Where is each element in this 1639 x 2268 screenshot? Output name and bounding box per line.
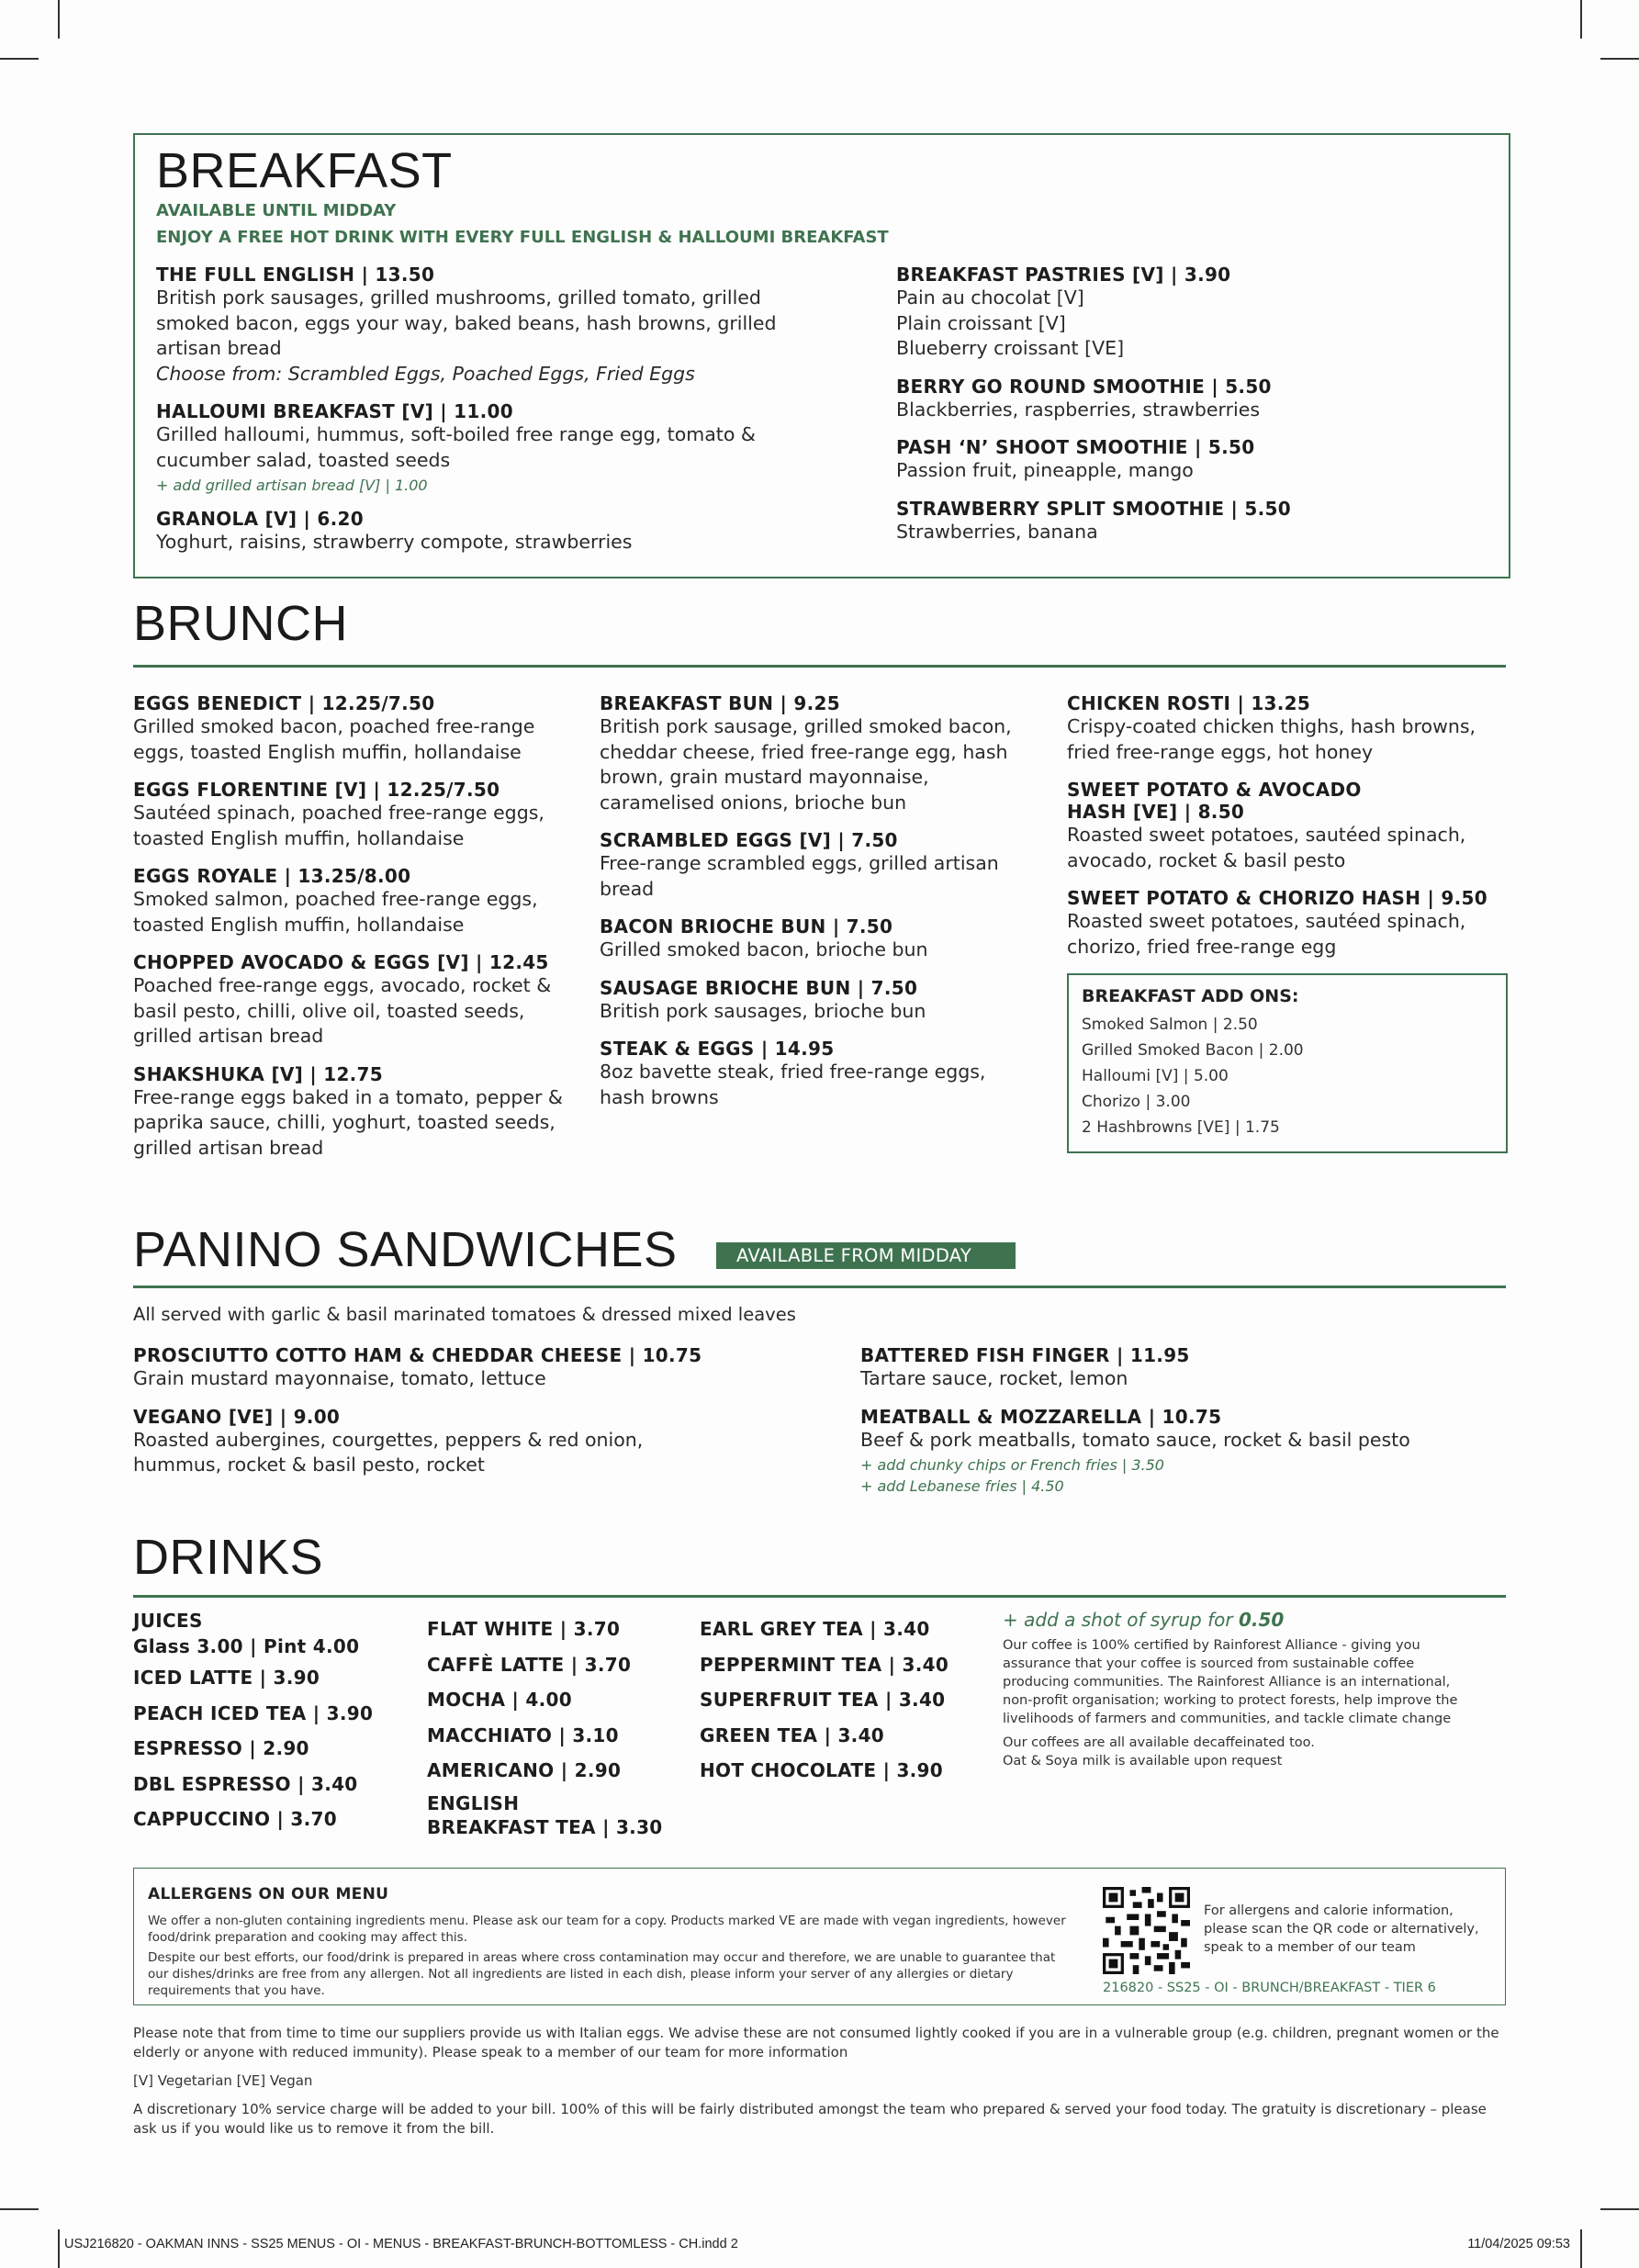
item-description: British pork sausage, grilled smoked bacon, cheddar cheese, fried free-range egg, hash brown, grain mustard mayonnaise, caramelised onions, brioche bun <box>600 715 1012 814</box>
menu-item <box>156 264 836 387</box>
breakfast-offer: ENJOY A FREE HOT DRINK WITH EVERY FULL ENGLISH & HALLOUMI BREAKFAST <box>156 228 889 247</box>
item-line: Pain au chocolat [V] <box>896 286 1084 309</box>
menu-item <box>600 829 1031 902</box>
breakfast-right-column <box>896 264 1465 558</box>
menu-item <box>156 508 836 556</box>
item-description: 8oz bavette steak, fried free-range eggs, hash browns <box>600 1061 986 1108</box>
drink-line: PEPPERMINT TEA | 3.40 <box>700 1653 949 1676</box>
item-description: British pork sausages, brioche bun <box>600 999 926 1022</box>
drink-line: JUICES <box>133 1610 203 1632</box>
item-title: SCRAMBLED EGGS [V] | 7.50 <box>600 829 898 851</box>
addon-line: Chorizo | 3.00 <box>1082 1093 1191 1111</box>
item-addon: + add grilled artisan bread [V] | 1.00 <box>156 477 428 494</box>
item-title: CHICKEN ROSTI | 13.25 <box>1067 692 1311 714</box>
menu-item <box>133 1406 813 1478</box>
menu-item <box>133 1344 813 1392</box>
footnote: A discretionary 10% service charge will be added to your bill. 100% of this will be fairly distributed amongst the team who prepared & served your food today. The gratuity is discretionary – please ask us if you would like us to remove it from the bill. <box>133 2101 1487 2137</box>
item-description: Beef & pork meatballs, tomato sauce, rocket & basil pesto <box>860 1428 1410 1451</box>
menu-item <box>896 376 1465 423</box>
menu-item <box>896 436 1465 484</box>
footnotes <box>133 2024 1506 2148</box>
item-title: BERRY GO ROUND SMOOTHIE | 5.50 <box>896 375 1272 398</box>
menu-item <box>1067 779 1508 873</box>
drink-line: FLAT WHITE | 3.70 <box>427 1618 621 1640</box>
item-line: Strawberries, banana <box>896 520 1098 543</box>
drink-line: GREEN TEA | 3.40 <box>700 1723 885 1746</box>
drinks-column-1 <box>133 1609 409 1837</box>
section-divider <box>133 665 1506 668</box>
drink-line: MACCHIATO | 3.10 <box>427 1723 619 1746</box>
panino-column-1 <box>133 1344 813 1492</box>
crop-mark <box>1600 58 1639 60</box>
menu-item <box>860 1406 1503 1496</box>
brunch-column-2 <box>600 692 1031 1124</box>
drinks-title: DRINKS <box>133 1530 324 1585</box>
print-date: 11/04/2025 09:53 <box>1467 2237 1570 2251</box>
item-note: Choose from: Scrambled Eggs, Poached Eggs, Fried Eggs <box>156 362 695 385</box>
menu-item <box>860 1344 1503 1392</box>
brunch-column-3 <box>1067 692 1508 1153</box>
qr-instructions: For allergens and calorie information, please scan the QR code or alternatively, speak to a member of our team <box>1204 1903 1479 1955</box>
item-title: SWEET POTATO & CHORIZO HASH | 9.50 <box>1067 887 1487 909</box>
breakfast-addons-box <box>1067 973 1508 1153</box>
drink-line: ICED LATTE | 3.90 <box>133 1667 320 1689</box>
addon-line: Grilled Smoked Bacon | 2.00 <box>1082 1041 1304 1060</box>
item-description: Roasted sweet potatoes, sautéed spinach, chorizo, fried free-range egg <box>1067 910 1466 958</box>
item-title: SWEET POTATO & AVOCADO HASH [VE] | 8.50 <box>1067 779 1362 823</box>
drink-line: AMERICANO | 2.90 <box>427 1759 622 1781</box>
milk-note: Oat & Soya milk is available upon request <box>1003 1754 1283 1768</box>
drink-line: MOCHA | 4.00 <box>427 1689 572 1711</box>
drink-line: DBL ESPRESSO | 3.40 <box>133 1772 358 1795</box>
crop-mark <box>1580 0 1582 39</box>
item-title: BACON BRIOCHE BUN | 7.50 <box>600 915 893 938</box>
item-title: MEATBALL & MOZZARELLA | 10.75 <box>860 1405 1222 1428</box>
item-addon: + add Lebanese fries | 4.50 <box>860 1477 1064 1495</box>
menu-item <box>896 498 1465 545</box>
item-title: PASH ‘N’ SHOOT SMOOTHIE | 5.50 <box>896 436 1255 458</box>
panino-column-2 <box>860 1344 1503 1509</box>
panino-note: All served with garlic & basil marinated tomatoes & dressed mixed leaves <box>133 1304 796 1325</box>
brunch-column-1 <box>133 692 565 1174</box>
crop-mark <box>0 2208 39 2210</box>
item-line: Plain croissant [V] <box>896 311 1066 334</box>
item-title: SAUSAGE BRIOCHE BUN | 7.50 <box>600 976 918 999</box>
item-line: Blackberries, raspberries, strawberries <box>896 398 1261 421</box>
item-title: GRANOLA [V] | 6.20 <box>156 508 364 530</box>
item-title: EGGS ROYALE | 13.25/8.00 <box>133 865 411 887</box>
crop-mark <box>58 2229 60 2268</box>
drinks-column-2 <box>427 1611 693 1840</box>
addon-line: Smoked Salmon | 2.50 <box>1082 1016 1258 1034</box>
item-title: SHAKSHUKA [V] | 12.75 <box>133 1062 383 1085</box>
item-title: STEAK & EGGS | 14.95 <box>600 1038 835 1060</box>
allergens-paragraph: We offer a non-gluten containing ingredients menu. Please ask our team for a copy. Products marked VE are made with vegan ingredients, however food/drink preparation and cooking may affect this. <box>148 1914 1066 1945</box>
drink-line: ESPRESSO | 2.90 <box>133 1737 309 1759</box>
footnote: [V] Vegetarian [VE] Vegan <box>133 2072 313 2089</box>
addons-title: BREAKFAST ADD ONS: <box>1082 986 1299 1006</box>
menu-item <box>600 977 1031 1025</box>
allergens-paragraph: Despite our best efforts, our food/drink is prepared in areas where cross contamination may occur and therefore, we are unable to guarantee that our dishes/drinks are free from any allergen. Not all ingredients are listed in each dish, please inform your server of any allergies or dietary requirements that you have. <box>148 1950 1056 1998</box>
item-title: BATTERED FISH FINGER | 11.95 <box>860 1344 1190 1366</box>
item-description: British pork sausages, grilled mushrooms, grilled tomato, grilled smoked bacon, eggs your way, baked beans, hash browns, grilled artisan bread <box>156 286 777 359</box>
item-description: Tartare sauce, rocket, lemon <box>860 1367 1128 1389</box>
crop-mark <box>1600 2208 1639 2210</box>
item-title: BREAKFAST BUN | 9.25 <box>600 692 840 714</box>
item-title: VEGANO [VE] | 9.00 <box>133 1405 341 1428</box>
item-title: PROSCIUTTO COTTO HAM & CHEDDAR CHEESE | 10.75 <box>133 1344 702 1366</box>
crop-mark <box>0 58 39 60</box>
section-divider <box>133 1286 1506 1288</box>
item-description: Sautéed spinach, poached free-range eggs, toasted English muffin, hollandaise <box>133 802 544 849</box>
item-title: HALLOUMI BREAKFAST [V] | 11.00 <box>156 400 513 422</box>
syrup-price: 0.50 <box>1238 1609 1285 1631</box>
drink-line: SUPERFRUIT TEA | 3.40 <box>700 1689 946 1711</box>
syrup-label: + add a shot of syrup for <box>1003 1609 1233 1631</box>
item-line: Blueberry croissant [VE] <box>896 337 1125 359</box>
drink-line: EARL GREY TEA | 3.40 <box>700 1618 930 1640</box>
item-description: Roasted sweet potatoes, sautéed spinach, avocado, rocket & basil pesto <box>1067 824 1466 871</box>
menu-item <box>133 865 565 938</box>
menu-item <box>1067 692 1508 765</box>
item-description: Free-range scrambled eggs, grilled artisan bread <box>600 852 999 900</box>
menu-item <box>600 915 1031 963</box>
item-line: Passion fruit, pineapple, mango <box>896 459 1194 481</box>
decaf-note: Our coffees are all available decaffeinated too. <box>1003 1735 1315 1750</box>
drinks-notes <box>1003 1609 1480 1770</box>
menu-item <box>133 1063 565 1162</box>
item-title: THE FULL ENGLISH | 13.50 <box>156 264 435 286</box>
menu-code: 216820 - SS25 - OI - BRUNCH/BREAKFAST - TIER 6 <box>1103 1981 1436 1995</box>
breakfast-availability: AVAILABLE UNTIL MIDDAY <box>156 201 397 220</box>
item-description: Grilled smoked bacon, poached free-range eggs, toasted English muffin, hollandaise <box>133 715 535 763</box>
item-description: Grilled smoked bacon, brioche bun <box>600 938 928 960</box>
panino-title: PANINO SANDWICHES <box>133 1222 678 1277</box>
footnote: Please note that from time to time our suppliers provide us with Italian eggs. We advise these are not consumed lightly cooked if you are in a vulnerable group (e.g. children, pregnant women or the elderly or anyone with reduced immunity). Please speak to a member of our team for more information <box>133 2025 1499 2060</box>
item-title: EGGS FLORENTINE [V] | 12.25/7.50 <box>133 779 500 801</box>
drink-line: BREAKFAST TEA | 3.30 <box>427 1815 663 1838</box>
item-title: BREAKFAST PASTRIES [V] | 3.90 <box>896 264 1231 286</box>
file-info: USJ216820 - OAKMAN INNS - SS25 MENUS - OI - MENUS - BREAKFAST-BRUNCH-BOTTOMLESS - CH.indd 2 <box>64 2237 738 2251</box>
item-title: STRAWBERRY SPLIT SMOOTHIE | 5.50 <box>896 497 1291 520</box>
breakfast-left-column <box>156 264 836 569</box>
section-divider <box>133 1595 1506 1598</box>
syrup-addon <box>1003 1609 1480 1631</box>
menu-item <box>133 779 565 851</box>
item-description: Grain mustard mayonnaise, tomato, lettuce <box>133 1367 546 1389</box>
menu-item <box>133 951 565 1050</box>
crop-mark <box>58 0 60 39</box>
item-title: CHOPPED AVOCADO & EGGS [V] | 12.45 <box>133 951 549 973</box>
item-description: Free-range eggs baked in a tomato, pepper & paprika sauce, chilli, yoghurt, toasted seeds, grilled artisan bread <box>133 1085 563 1159</box>
addon-line: 2 Hashbrowns [VE] | 1.75 <box>1082 1118 1280 1137</box>
allergens-box <box>133 1868 1506 2005</box>
item-description: Crispy-coated chicken thighs, hash browns, fried free-range eggs, hot honey <box>1067 715 1476 763</box>
item-description: Yoghurt, raisins, strawberry compote, strawberries <box>156 531 633 553</box>
breakfast-title: BREAKFAST <box>156 143 453 198</box>
allergens-title: ALLERGENS ON OUR MENU <box>148 1885 389 1903</box>
menu-item <box>896 264 1465 362</box>
availability-badge: AVAILABLE FROM MIDDAY <box>716 1242 1016 1269</box>
qr-code-icon[interactable] <box>1103 1887 1190 1974</box>
item-description: Roasted aubergines, courgettes, peppers & red onion, hummus, rocket & basil pesto, rocket <box>133 1428 644 1476</box>
coffee-note: Our coffee is 100% certified by Rainforest Alliance - giving you assurance that your coffee is sourced from sustainable coffee producing communities. The Rainforest Alliance is an international, non-profit organisation; working to protect forests, help improve the livelihoods of farmers and communities, and tackle climate change <box>1003 1638 1458 1726</box>
drink-line: HOT CHOCOLATE | 3.90 <box>700 1759 943 1781</box>
menu-item <box>156 400 836 494</box>
menu-item <box>600 1038 1031 1110</box>
drink-line: ENGLISH <box>427 1791 520 1814</box>
drink-line: CAFFÈ LATTE | 3.70 <box>427 1653 632 1676</box>
item-description: Grilled halloumi, hummus, soft-boiled free range egg, tomato & cucumber salad, toasted seeds <box>156 423 756 471</box>
menu-item <box>600 692 1031 815</box>
item-description: Smoked salmon, poached free-range eggs, toasted English muffin, hollandaise <box>133 888 538 936</box>
menu-item <box>133 692 565 765</box>
drink-line: Glass 3.00 | Pint 4.00 <box>133 1635 360 1657</box>
item-addon: + add chunky chips or French fries | 3.50 <box>860 1456 1164 1474</box>
item-title: EGGS BENEDICT | 12.25/7.50 <box>133 692 435 714</box>
drinks-column-3 <box>700 1611 966 1789</box>
menu-item <box>1067 887 1508 960</box>
drink-line: CAPPUCCINO | 3.70 <box>133 1808 337 1830</box>
drink-line: PEACH ICED TEA | 3.90 <box>133 1701 374 1724</box>
item-description: Poached free-range eggs, avocado, rocket & basil pesto, chilli, olive oil, toasted seeds, grilled artisan bread <box>133 974 552 1047</box>
addon-line: Halloumi [V] | 5.00 <box>1082 1067 1229 1085</box>
crop-mark <box>1580 2229 1582 2268</box>
brunch-title: BRUNCH <box>133 596 349 651</box>
breakfast-section <box>133 133 1510 578</box>
